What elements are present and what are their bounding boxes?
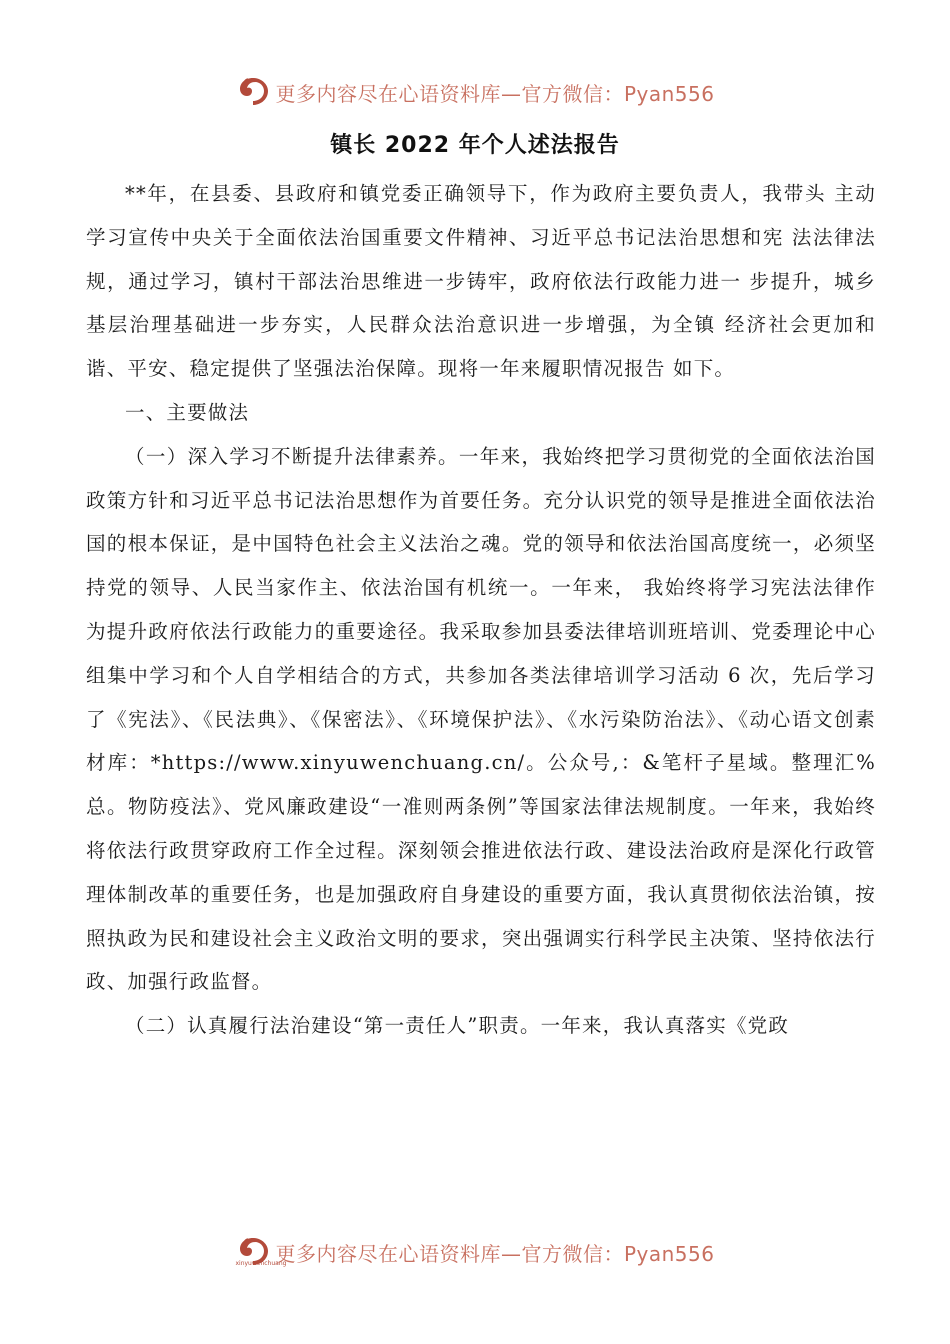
logo-caption: xinyuwenchuang [235,1260,287,1267]
brand-logo-icon [235,1234,287,1270]
document-title: 镇长 2022 年个人述法报告 [330,133,620,158]
watermark-banner-bottom [0,1232,950,1272]
section-heading: 一、主要做法 [125,400,250,424]
watermark-banner-top [0,72,950,112]
section-paragraph-1: （一）深入学习不断提升法律素养。一年来，我始终把学习贯彻党的全面依法治国政策方针和习近平总书记法治思想作为首要任务。充分认识党的领导是推进全面依法治国的根本保证，是中国特色社会主义法治之魂。党的领导和依法治国高度统一，必须坚持党的领导、人民当家作主、依法治国有机统一。一年来， 我始终将学习宪法法律作为提升政府依法行政能力的重要途径。我采取参加县委法律培训班培训、党委理论中心组集中学习和个人自学相结合的方式，共参加各类法律培训学习活动 6 次，先后学习了《宪法》、《民法典》、《保密法》、《环境保护法》、《水污染防治法》、《动心语文创素材库：*https://www.xinyuwenchuang.cn/。公众号,：&笔杆子星域。整理汇%总。物防疫法》、党风廉政建设“一准则两条例”等国家法律法规制度。一年来，我始终将依法行政贯穿政府工作全过程。深刻领会推进依法行政、建设法治政府是深化行政管理体制改革的重要任务，也是加强政府自身建设的重要方面，我认真贯彻依法治镇，按照执政为民和建设社会主义政治文明的要求，突出强调实行科学民主决策、坚持依法行政、加强行政监督。 [86,444,876,994]
document-body [86,172,876,1048]
watermark-text: 更多内容尽在心语资料库—官方微信：Pyan556 [275,81,715,106]
brand-logo-icon [235,74,271,110]
intro-paragraph: **年，在县委、县政府和镇党委正确领导下，作为政府主要负责人，我带头 主动学习宣传中央关于全面依法治国重要文件精神、习近平总书记法治思想和宪 法法律法规，通过学习，镇村干部法治思维进一步铸牢，政府依法行政能力进一 步提升，城乡基层治理基础进一步夯实，人民群众法治意识进一步增强，为全镇 经济社会更加和谐、平安、稳定提供了坚强法治保障。现将一年来履职情况报告 如下。 [86,182,876,381]
watermark-text: 更多内容尽在心语资料库—官方微信：Pyan556 [275,1241,715,1266]
section-paragraph-2: （二）认真履行法治建设“第一责任人”职责。一年来，我认真落实《党政 [125,1014,790,1038]
